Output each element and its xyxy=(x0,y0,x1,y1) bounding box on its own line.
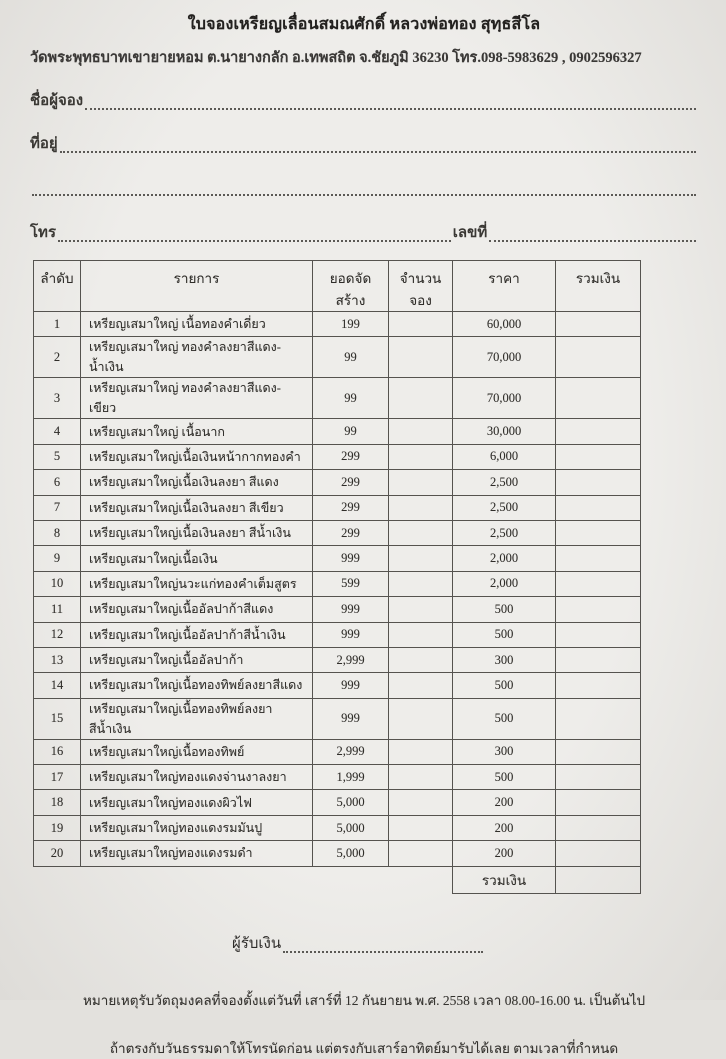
row-no: 4 xyxy=(34,419,81,444)
row-produced: 5,000 xyxy=(313,790,389,815)
table-row xyxy=(34,546,641,571)
row-quantity xyxy=(389,337,453,378)
table-row xyxy=(34,765,641,790)
row-price: 2,000 xyxy=(453,571,556,596)
summary-empty-cell xyxy=(81,866,313,893)
table-row xyxy=(34,444,641,469)
row-produced: 5,000 xyxy=(313,841,389,866)
row-produced: 999 xyxy=(313,622,389,647)
row-item: เหรียญเสมาใหญ่เนื้ออัลปาก้าสีแดง xyxy=(81,597,313,622)
table-row xyxy=(34,337,641,378)
row-item: เหรียญเสมาใหญ่ ทองคำลงยาสีแดง-เขียว xyxy=(81,378,313,419)
row-produced: 299 xyxy=(313,470,389,495)
address-continuation-field xyxy=(32,181,696,196)
row-no: 12 xyxy=(34,622,81,647)
row-quantity xyxy=(389,739,453,764)
row-quantity xyxy=(389,444,453,469)
table-row xyxy=(34,815,641,840)
orderer-name-label: ชื่อผู้จอง xyxy=(30,93,84,109)
col-header-total: รวมเงิน xyxy=(556,261,641,312)
row-item: เหรียญเสมาใหญ่ทองแดงผิวไฟ xyxy=(81,790,313,815)
row-no: 2 xyxy=(34,337,81,378)
row-item: เหรียญเสมาใหญ่เนื้อทองทิพย์ลงยาสีแดง xyxy=(81,673,313,698)
row-item: เหรียญเสมาใหญ่เนื้อเงินหน้ากากทองคำ xyxy=(81,444,313,469)
row-price: 300 xyxy=(453,739,556,764)
row-produced: 299 xyxy=(313,495,389,520)
row-total xyxy=(556,520,641,545)
row-item: เหรียญเสมาใหญ่ ทองคำลงยาสีแดง-น้ำเงิน xyxy=(81,337,313,378)
row-total xyxy=(556,790,641,815)
order-table xyxy=(33,260,641,894)
row-quantity xyxy=(389,419,453,444)
order-table-header xyxy=(34,261,641,312)
row-price: 6,000 xyxy=(453,444,556,469)
col-header-produced: ยอดจัดสร้าง xyxy=(313,261,389,312)
row-quantity xyxy=(389,597,453,622)
row-produced: 2,999 xyxy=(313,739,389,764)
phone-label: โทร xyxy=(30,225,57,241)
summary-empty-cell xyxy=(34,866,81,893)
row-quantity xyxy=(389,622,453,647)
row-item: เหรียญเสมาใหญ่ทองแดงรมดำ xyxy=(81,841,313,866)
row-item: เหรียญเสมาใหญ่ เนื้อทองคำเดี่ยว xyxy=(81,312,313,337)
phone-field xyxy=(58,227,451,242)
row-produced: 999 xyxy=(313,597,389,622)
row-item: เหรียญเสมาใหญ่นวะแก่ทองคำเต็มสูตร xyxy=(81,571,313,596)
table-row xyxy=(34,622,641,647)
row-item: เหรียญเสมาใหญ่เนื้อเงินลงยา สีเขียว xyxy=(81,495,313,520)
table-row xyxy=(34,647,641,672)
row-produced: 99 xyxy=(313,337,389,378)
row-item: เหรียญเสมาใหญ่ เนื้อนาก xyxy=(81,419,313,444)
weekday-note: ถ้าตรงกับวันธรรมดาให้โทรนัดก่อน แต่ตรงกับเสาร์อาทิตย์มารับได้เลย ตามเวลาที่กำหนด xyxy=(109,1040,619,1056)
row-total xyxy=(556,495,641,520)
table-row xyxy=(34,571,641,596)
order-table-body xyxy=(34,312,641,894)
row-total xyxy=(556,470,641,495)
row-item: เหรียญเสมาใหญ่เนื้อเงินลงยา สีน้ำเงิน xyxy=(81,520,313,545)
row-total xyxy=(556,419,641,444)
row-price: 500 xyxy=(453,673,556,698)
row-price: 200 xyxy=(453,790,556,815)
row-quantity xyxy=(389,765,453,790)
row-quantity xyxy=(389,378,453,419)
row-no: 15 xyxy=(34,698,81,739)
row-item: เหรียญเสมาใหญ่ทองแดงรมมันปู xyxy=(81,815,313,840)
row-total xyxy=(556,647,641,672)
row-no: 7 xyxy=(34,495,81,520)
row-total xyxy=(556,765,641,790)
row-total xyxy=(556,739,641,764)
row-price: 500 xyxy=(453,597,556,622)
col-header-item: รายการ xyxy=(81,261,313,312)
row-price: 70,000 xyxy=(453,337,556,378)
row-no: 8 xyxy=(34,520,81,545)
row-produced: 999 xyxy=(313,698,389,739)
row-item: เหรียญเสมาใหญ่ทองแดงจ่านงาลงยา xyxy=(81,765,313,790)
table-row xyxy=(34,520,641,545)
summary-empty-cell xyxy=(389,866,453,893)
summary-empty-cell xyxy=(313,866,389,893)
row-produced: 599 xyxy=(313,571,389,596)
row-no: 18 xyxy=(34,790,81,815)
row-no: 16 xyxy=(34,739,81,764)
row-total xyxy=(556,673,641,698)
row-quantity xyxy=(389,495,453,520)
row-price: 2,500 xyxy=(453,495,556,520)
row-total xyxy=(556,444,641,469)
row-price: 70,000 xyxy=(453,378,556,419)
row-no: 6 xyxy=(34,470,81,495)
row-produced: 2,999 xyxy=(313,647,389,672)
table-row xyxy=(34,597,641,622)
page-title: ใบจองเหรียญเลื่อนสมณศักดิ์ หลวงพ่อทอง สุทฺธสีโล xyxy=(187,16,541,33)
summary-row xyxy=(34,866,641,893)
orderer-name-line xyxy=(30,88,698,112)
row-produced: 1,999 xyxy=(313,765,389,790)
row-produced: 5,000 xyxy=(313,815,389,840)
row-no: 20 xyxy=(34,841,81,866)
table-row xyxy=(34,495,641,520)
row-item: เหรียญเสมาใหญ่เนื้ออัลปาก้าสีน้ำเงิน xyxy=(81,622,313,647)
doc-number-label: เลขที่ xyxy=(452,225,488,241)
row-no: 11 xyxy=(34,597,81,622)
row-produced: 299 xyxy=(313,520,389,545)
row-price: 200 xyxy=(453,841,556,866)
table-row xyxy=(34,841,641,866)
money-receiver-label: ผู้รับเงิน xyxy=(232,935,282,952)
row-item: เหรียญเสมาใหญ่เนื้อทองทิพย์ xyxy=(81,739,313,764)
row-item: เหรียญเสมาใหญ่เนื้ออัลปาก้า xyxy=(81,647,313,672)
row-price: 30,000 xyxy=(453,419,556,444)
row-total xyxy=(556,698,641,739)
row-produced: 299 xyxy=(313,444,389,469)
row-quantity xyxy=(389,698,453,739)
row-total xyxy=(556,597,641,622)
row-price: 2,500 xyxy=(453,520,556,545)
row-total xyxy=(556,815,641,840)
row-total xyxy=(556,622,641,647)
row-no: 19 xyxy=(34,815,81,840)
table-row xyxy=(34,673,641,698)
row-price: 2,500 xyxy=(453,470,556,495)
pickup-note: หมายเหตุรับวัตถุมงคลที่จองตั้งแต่วันที่ เสาร์ที่ 12 กันยายน พ.ศ. 2558 เวลา 08.00-16.00 น. เป็นต้นไป xyxy=(82,992,646,1008)
row-total xyxy=(556,337,641,378)
row-no: 1 xyxy=(34,312,81,337)
row-no: 9 xyxy=(34,546,81,571)
row-no: 13 xyxy=(34,647,81,672)
row-price: 500 xyxy=(453,698,556,739)
row-quantity xyxy=(389,312,453,337)
address-label: ที่อยู่ xyxy=(30,136,58,152)
orderer-name-field xyxy=(85,95,696,110)
row-item: เหรียญเสมาใหญ่เนื้อเงินลงยา สีแดง xyxy=(81,470,313,495)
row-no: 17 xyxy=(34,765,81,790)
address-line xyxy=(30,131,698,155)
row-total xyxy=(556,378,641,419)
row-quantity xyxy=(389,470,453,495)
row-total xyxy=(556,312,641,337)
row-produced: 999 xyxy=(313,546,389,571)
doc-number-field xyxy=(489,227,696,242)
row-quantity xyxy=(389,841,453,866)
table-row xyxy=(34,312,641,337)
row-quantity xyxy=(389,647,453,672)
row-no: 14 xyxy=(34,673,81,698)
row-price: 2,000 xyxy=(453,546,556,571)
row-produced: 999 xyxy=(313,673,389,698)
table-row xyxy=(34,739,641,764)
table-row xyxy=(34,378,641,419)
row-produced: 199 xyxy=(313,312,389,337)
row-price: 200 xyxy=(453,815,556,840)
table-row xyxy=(34,790,641,815)
temple-address-line: วัดพระพุทธบาทเขายายหอม ต.นายางกลัก อ.เทพสถิต จ.ชัยภูมิ 36230 โทร.098-5983629 , 0902596327 xyxy=(30,50,642,66)
row-price: 500 xyxy=(453,622,556,647)
row-price: 300 xyxy=(453,647,556,672)
row-no: 10 xyxy=(34,571,81,596)
row-quantity xyxy=(389,790,453,815)
col-header-price: ราคา xyxy=(453,261,556,312)
row-total xyxy=(556,546,641,571)
row-quantity xyxy=(389,571,453,596)
row-price: 60,000 xyxy=(453,312,556,337)
row-quantity xyxy=(389,546,453,571)
row-produced: 99 xyxy=(313,378,389,419)
address-field xyxy=(60,138,696,153)
row-quantity xyxy=(389,815,453,840)
col-header-no: ลำดับ xyxy=(34,261,81,312)
money-receiver-line xyxy=(232,931,512,955)
row-no: 3 xyxy=(34,378,81,419)
money-receiver-field xyxy=(283,938,483,953)
address-continuation-line xyxy=(30,181,698,198)
col-header-quantity: จำนวนจอง xyxy=(389,261,453,312)
row-quantity xyxy=(389,520,453,545)
row-quantity xyxy=(389,673,453,698)
table-row xyxy=(34,698,641,739)
row-total xyxy=(556,841,641,866)
table-row xyxy=(34,470,641,495)
row-item: เหรียญเสมาใหญ่เนื้อทองทิพย์ลงยาสีน้ำเงิน xyxy=(81,698,313,739)
table-row xyxy=(34,419,641,444)
row-total xyxy=(556,571,641,596)
phone-number-line xyxy=(30,220,698,244)
row-item: เหรียญเสมาใหญ่เนื้อเงิน xyxy=(81,546,313,571)
summary-total-label: รวมเงิน xyxy=(453,866,556,893)
row-price: 500 xyxy=(453,765,556,790)
row-no: 5 xyxy=(34,444,81,469)
row-produced: 99 xyxy=(313,419,389,444)
summary-total-value xyxy=(556,866,641,893)
